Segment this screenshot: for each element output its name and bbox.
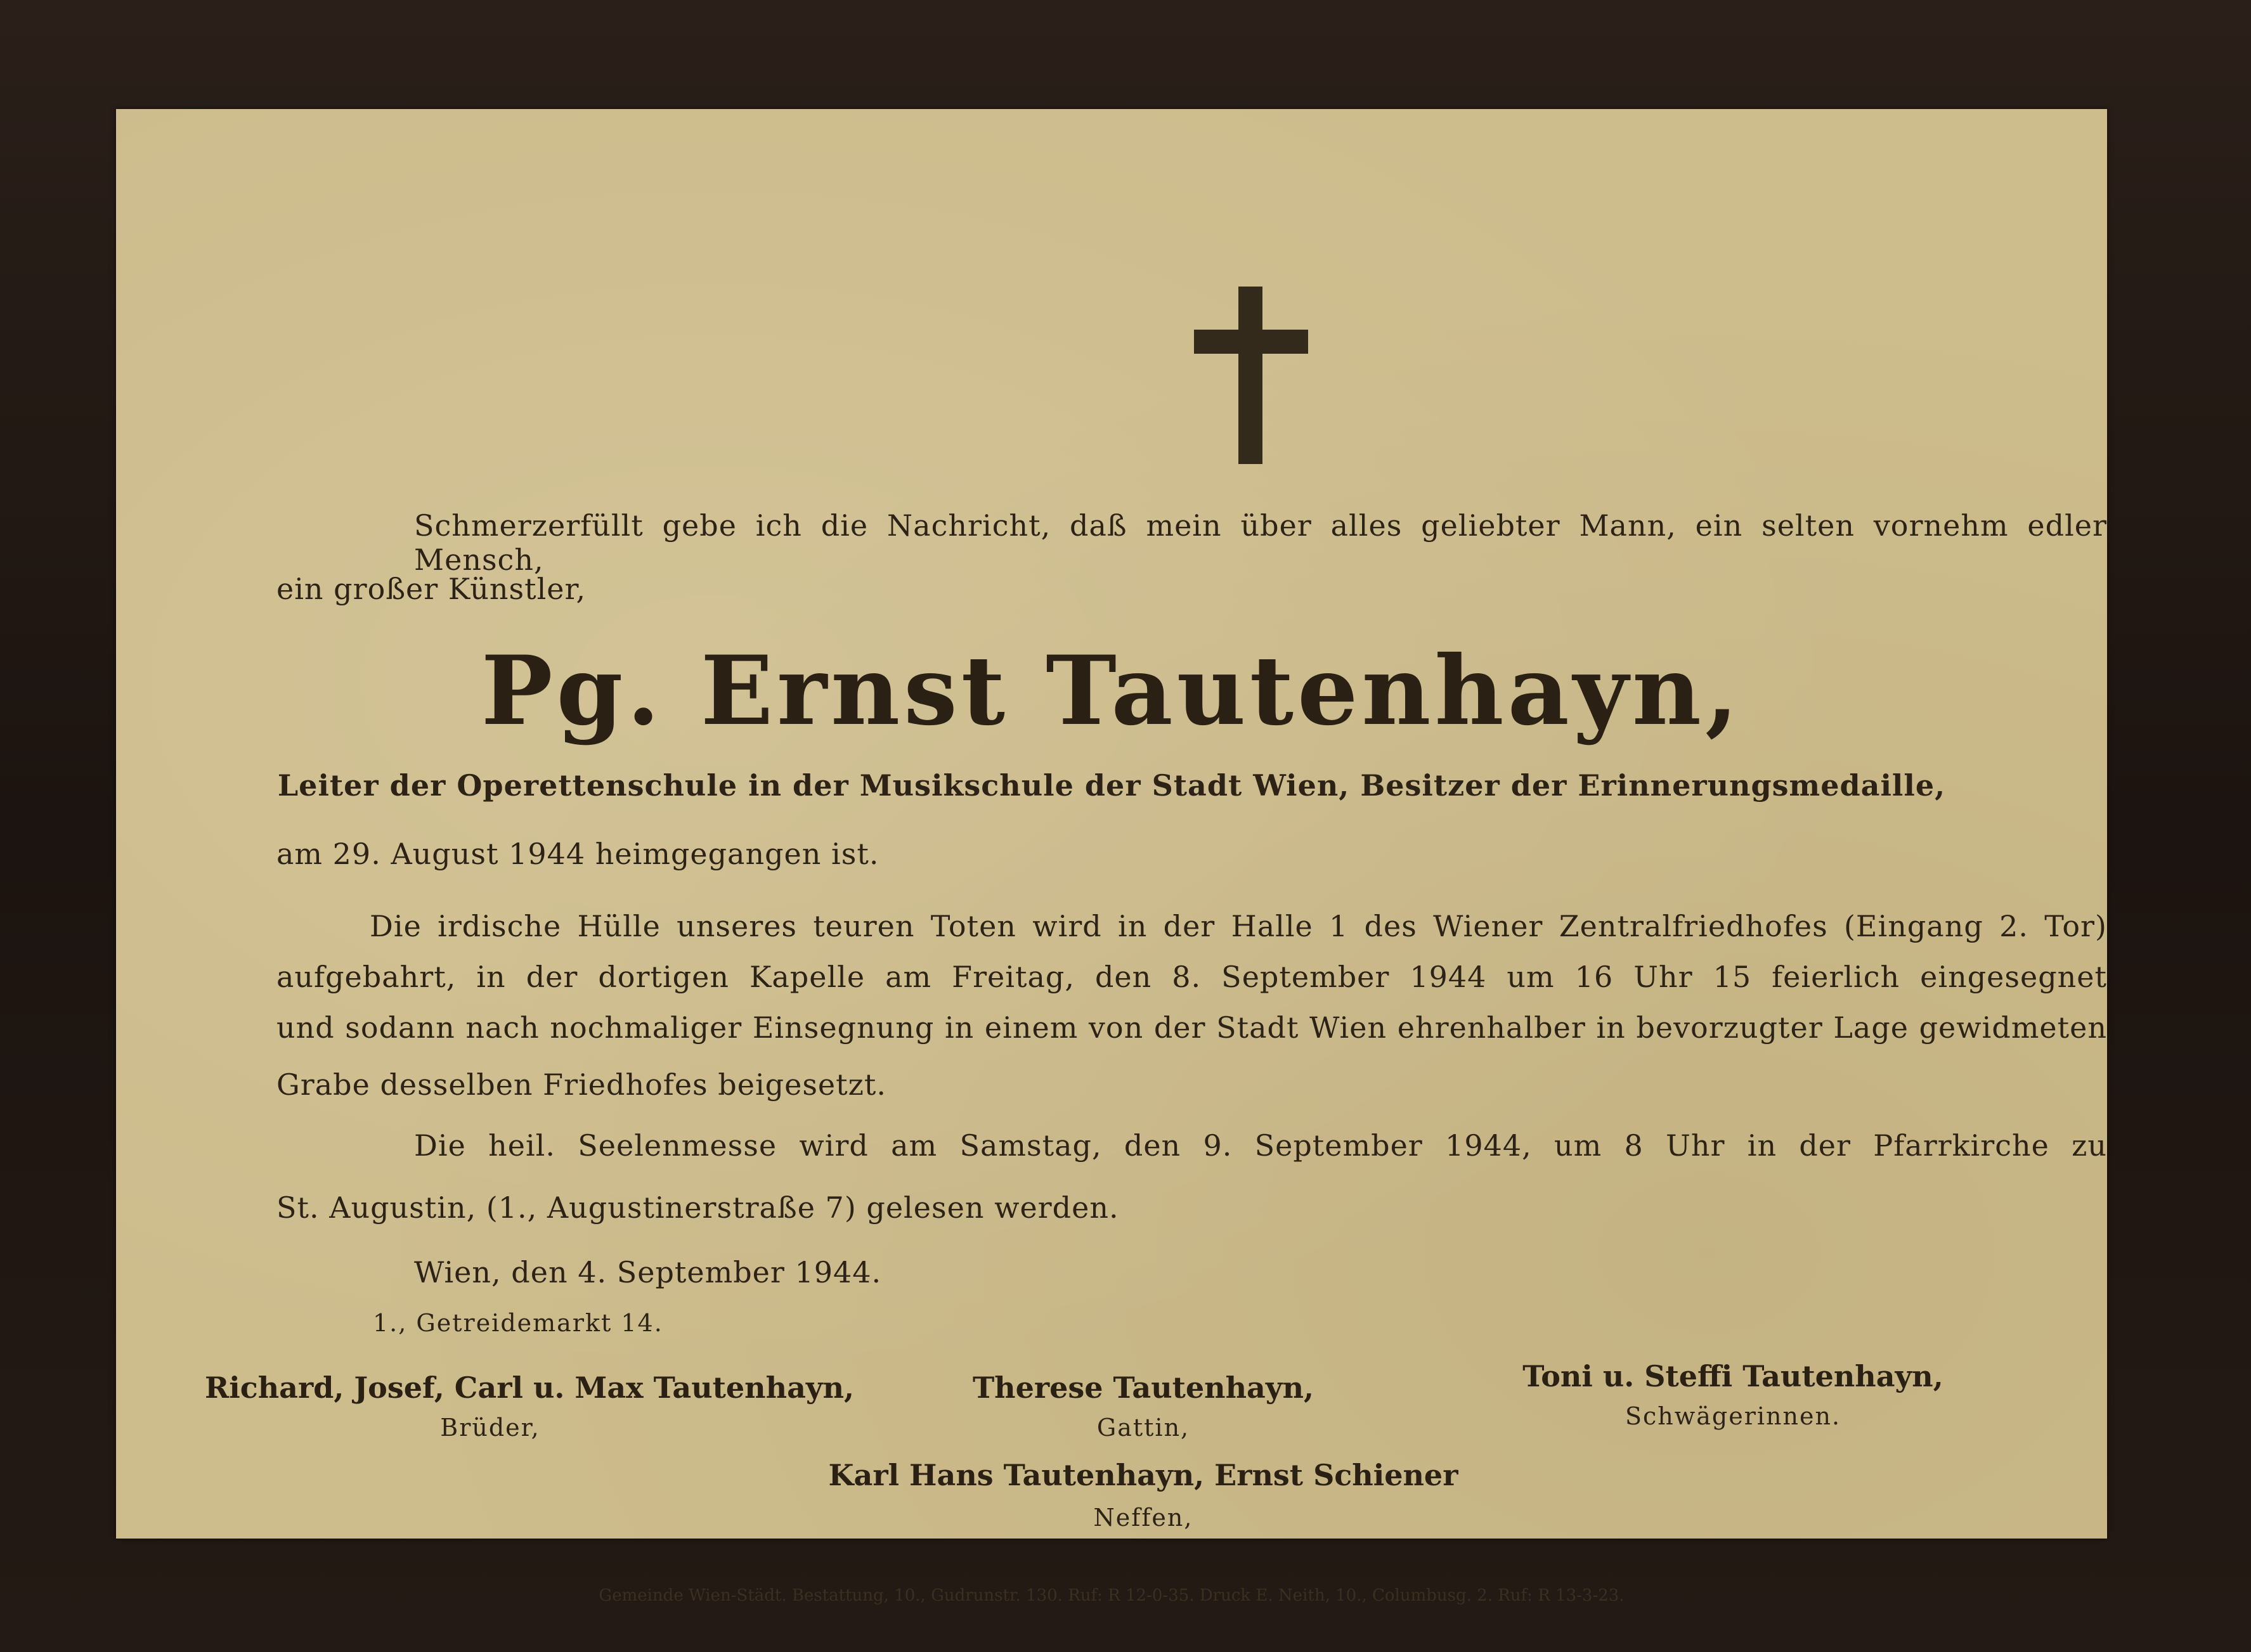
funeral-paragraph-line-4: Grabe desselben Friedhofes beigesetzt. [276, 1068, 886, 1102]
signatory-nephews-names: Karl Hans Tautenhayn, Ernst Schiener [828, 1458, 1458, 1492]
mass-paragraph-line-2: St. Augustin, (1., Augustinerstraße 7) gelesen werden. [276, 1191, 1119, 1225]
deceased-name: Pg. Ernst Tautenhayn, [481, 635, 1742, 747]
signatory-brothers-names: Richard, Josef, Carl u. Max Tautenhayn, [205, 1371, 855, 1405]
signatory-wife-name: Therese Tautenhayn, [972, 1371, 1314, 1405]
date-of-death-line: am 29. August 1944 heimgegangen ist. [276, 837, 879, 871]
intro-line-2: ein großer Künstler, [276, 572, 587, 606]
funeral-paragraph-line-3: und sodann nach nochmaliger Einsegnung in einem von der Stadt Wien ehrenhalber in bevorzugter Lage gewidmeten [276, 1010, 2107, 1045]
mass-paragraph-line-1: Die heil. Seelenmesse wird am Samstag, den 9. September 1944, um 8 Uhr in der Pfarrkirche zu [414, 1128, 2107, 1163]
death-notice-card [116, 109, 2107, 1605]
signatory-brothers-role: Brüder, [440, 1414, 540, 1442]
funeral-paragraph-line-1: Die irdische Hülle unseres teuren Toten wird in der Halle 1 des Wiener Zentralfriedhofes (Eingang 2. Tor) [370, 909, 2107, 943]
address: 1., Getreidemarkt 14. [373, 1309, 663, 1337]
intro-line-1: Schmerzerfüllt gebe ich die Nachricht, daß mein über alles geliebter Mann, ein selten vornehm edler Mensch, [414, 508, 2107, 577]
printer-footer: Gemeinde Wien-Städt. Bestattung, 10., Gudrunstr. 130. Ruf: R 12-0-35. Druck E. Neith, 10., Columbusg. 2. Ruf: R 13-3-23. [599, 1586, 1625, 1605]
deceased-title: Leiter der Operettenschule in der Musikschule der Stadt Wien, Besitzer der Erinnerungsmedaille, [277, 768, 1946, 803]
cross-icon [1194, 287, 1308, 464]
signatory-nephews-role: Neffen, [1093, 1504, 1193, 1532]
signatory-wife-role: Gattin, [1096, 1414, 1190, 1442]
signatory-sisters-in-law-role: Schwägerinnen. [1625, 1402, 1841, 1430]
funeral-paragraph-line-2: aufgebahrt, in der dortigen Kapelle am Freitag, den 8. September 1944 um 16 Uhr 15 feierlich eingesegnet [276, 960, 2107, 994]
place-and-date: Wien, den 4. September 1944. [414, 1255, 882, 1289]
signatory-sisters-in-law-names: Toni u. Steffi Tautenhayn, [1522, 1359, 1943, 1393]
